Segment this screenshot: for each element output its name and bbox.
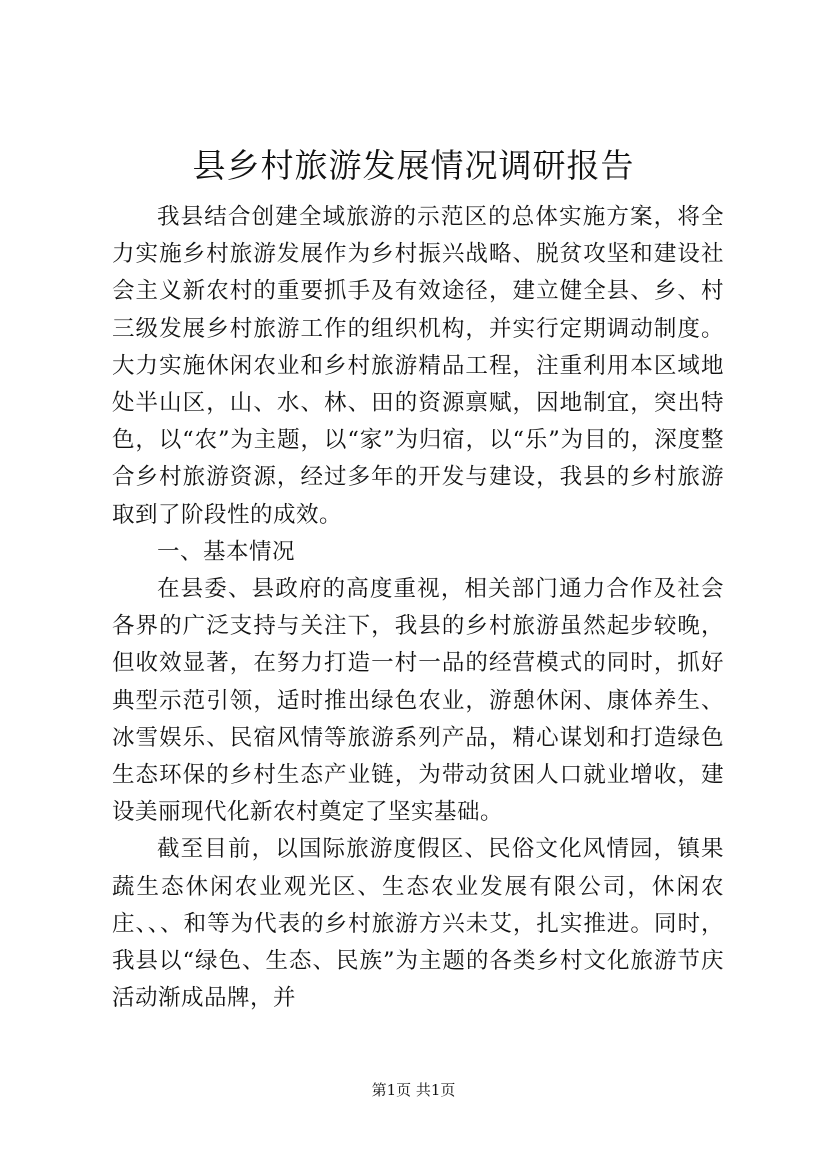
section-heading-basic-situation: 一、基本情况: [157, 538, 296, 565]
paragraph-intro: 我县结合创建全域旅游的示范区的总体实施方案，将全力实施乡村旅游发展作为乡村振兴战略、脱贫攻坚和建设社会主义新农村的重要抓手及有效途径，建立健全县、乡、村三级发展乡村旅游工作的组织机构，并实行定期调动制度。大力实施休闲农业和乡村旅游精品工程，注重利用本区域地处半山区，山、水、林、田的资源禀赋，因地制宜，突出特色，以“农”为主题，以“家”为归宿，以“乐”为目的，深度整合乡村旅游资源，经过多年的开发与建设，我县的乡村旅游取到了阶段性的成效。: [112, 204, 724, 528]
document-title: 县乡村旅游发展情况调研报告: [192, 146, 635, 185]
page-footer: 第1页 共1页: [371, 1081, 456, 1099]
paragraph-basic-situation: 在县委、县政府的高度重视，相关部门通力合作及社会各界的广泛支持与关注下，我县的乡村旅游虽然起步较晚，但收效显著，在努力打造一村一品的经营模式的同时，抓好典型示范引领，适时推出绿色农业，游憩休闲、康体养生、冰雪娱乐、民宿风情等旅游系列产品，精心谋划和打造绿色生态环保的乡村生态产业链，为带动贫困人口就业增收，建设美丽现代化新农村奠定了坚实基础。: [112, 576, 724, 826]
document-body: [112, 199, 724, 1017]
paragraph-current-status: 截至目前，以国际旅游度假区、民俗文化风情园，镇果蔬生态休闲农业观光区、生态农业发展有限公司，休闲农庄、、、和等为代表的乡村旅游方兴未艾，扎实推进。同时，我县以“绿色、生态、民族”为主题的各类乡村文化旅游节庆活动渐成品牌，并: [112, 836, 724, 1012]
